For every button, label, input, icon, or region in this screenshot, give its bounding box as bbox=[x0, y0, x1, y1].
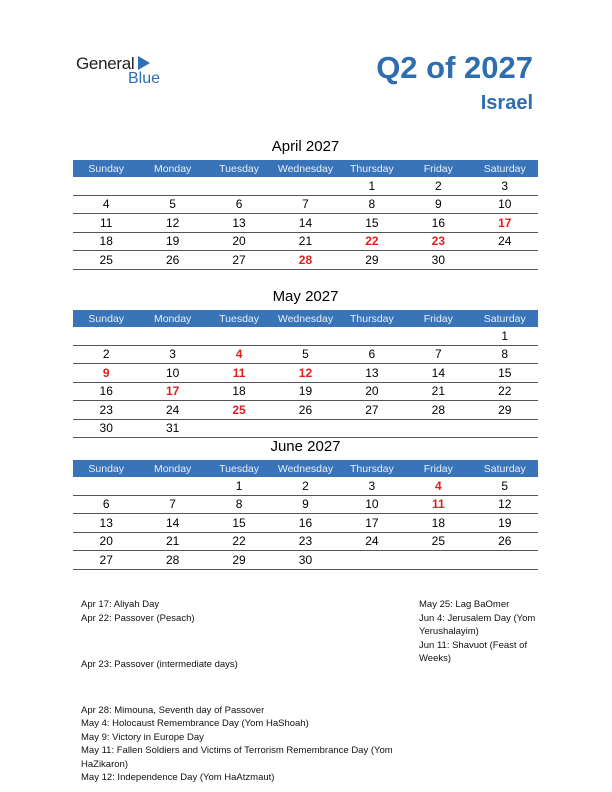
week-row bbox=[73, 495, 538, 514]
day-cell: 5 bbox=[472, 477, 538, 495]
day-cell: 11 bbox=[206, 364, 272, 383]
week-row bbox=[73, 364, 538, 383]
weekday-header: Thursday bbox=[339, 310, 405, 327]
day-cell: 13 bbox=[73, 514, 139, 533]
holiday-note: Jun 4: Jerusalem Day (Yom Yerushalayim) bbox=[419, 612, 536, 637]
day-cell: 3 bbox=[339, 477, 405, 495]
day-cell: 18 bbox=[405, 514, 471, 533]
day-cell bbox=[472, 551, 538, 570]
calendar-grid bbox=[73, 160, 538, 270]
day-cell: 11 bbox=[405, 495, 471, 514]
day-cell bbox=[139, 177, 205, 195]
month-april bbox=[73, 136, 538, 270]
weekday-header: Monday bbox=[139, 460, 205, 477]
day-cell: 26 bbox=[139, 251, 205, 270]
day-cell: 15 bbox=[472, 364, 538, 383]
day-cell: 1 bbox=[339, 177, 405, 195]
day-cell: 24 bbox=[139, 401, 205, 420]
day-cell: 2 bbox=[272, 477, 338, 495]
day-cell: 4 bbox=[206, 345, 272, 364]
day-cell: 13 bbox=[339, 364, 405, 383]
day-cell: 19 bbox=[472, 514, 538, 533]
month-title: June 2027 bbox=[270, 438, 341, 455]
week-row bbox=[73, 477, 538, 495]
week-row bbox=[73, 177, 538, 195]
holiday-note: May 11: Fallen Soldiers and Victims of Terrorism Remembrance Day (Yom HaZikaron) bbox=[81, 745, 393, 770]
day-cell: 1 bbox=[472, 327, 538, 345]
logo-text-general: General bbox=[76, 54, 135, 73]
week-row bbox=[73, 232, 538, 251]
day-cell: 22 bbox=[206, 532, 272, 551]
day-cell: 9 bbox=[405, 195, 471, 214]
day-cell: 25 bbox=[73, 251, 139, 270]
calendar-grid bbox=[73, 310, 538, 438]
day-cell: 6 bbox=[73, 495, 139, 514]
day-cell: 17 bbox=[339, 514, 405, 533]
day-cell: 29 bbox=[339, 251, 405, 270]
week-row bbox=[73, 551, 538, 570]
day-cell: 17 bbox=[139, 382, 205, 401]
day-cell: 27 bbox=[206, 251, 272, 270]
day-cell: 28 bbox=[272, 251, 338, 270]
logo-text-blue: Blue bbox=[128, 70, 161, 87]
week-row bbox=[73, 327, 538, 345]
weekday-header: Monday bbox=[139, 160, 205, 177]
day-cell: 9 bbox=[272, 495, 338, 514]
day-cell bbox=[405, 327, 471, 345]
day-cell bbox=[73, 327, 139, 345]
day-cell: 24 bbox=[472, 232, 538, 251]
day-cell bbox=[272, 327, 338, 345]
day-cell: 7 bbox=[272, 195, 338, 214]
day-cell: 30 bbox=[405, 251, 471, 270]
day-cell: 16 bbox=[272, 514, 338, 533]
day-cell: 14 bbox=[405, 364, 471, 383]
day-cell: 23 bbox=[405, 232, 471, 251]
week-row bbox=[73, 401, 538, 420]
day-cell: 12 bbox=[139, 214, 205, 233]
day-cell bbox=[139, 477, 205, 495]
weekday-header: Saturday bbox=[472, 160, 538, 177]
day-cell: 17 bbox=[472, 214, 538, 233]
logo bbox=[76, 52, 176, 92]
day-cell: 6 bbox=[339, 345, 405, 364]
day-cell bbox=[206, 327, 272, 345]
day-cell: 8 bbox=[206, 495, 272, 514]
holiday-note: Apr 28: Mimouna, Seventh day of Passover bbox=[81, 704, 265, 716]
weekday-header: Saturday bbox=[472, 460, 538, 477]
week-row bbox=[73, 532, 538, 551]
day-cell bbox=[339, 419, 405, 438]
day-cell: 18 bbox=[206, 382, 272, 401]
day-cell: 30 bbox=[73, 419, 139, 438]
day-cell: 8 bbox=[339, 195, 405, 214]
day-cell: 26 bbox=[272, 401, 338, 420]
day-cell: 20 bbox=[73, 532, 139, 551]
day-cell bbox=[472, 251, 538, 270]
day-cell: 27 bbox=[339, 401, 405, 420]
day-cell: 12 bbox=[272, 364, 338, 383]
holiday-note: Apr 22: Passover (Pesach) bbox=[81, 612, 195, 624]
day-cell: 12 bbox=[472, 495, 538, 514]
day-cell: 22 bbox=[472, 382, 538, 401]
day-cell: 14 bbox=[139, 514, 205, 533]
month-june bbox=[73, 436, 538, 570]
holiday-note: Apr 23: Passover (intermediate days) bbox=[81, 658, 238, 670]
day-cell: 15 bbox=[206, 514, 272, 533]
day-cell: 4 bbox=[73, 195, 139, 214]
day-cell: 21 bbox=[139, 532, 205, 551]
day-cell: 21 bbox=[272, 232, 338, 251]
holiday-notes-left bbox=[81, 598, 401, 785]
day-cell: 18 bbox=[73, 232, 139, 251]
day-cell: 7 bbox=[139, 495, 205, 514]
month-may bbox=[73, 286, 538, 438]
day-cell: 13 bbox=[206, 214, 272, 233]
day-cell bbox=[339, 551, 405, 570]
calendar-grid bbox=[73, 460, 538, 570]
logo-flag-icon bbox=[138, 56, 150, 70]
day-cell: 2 bbox=[405, 177, 471, 195]
month-title: May 2027 bbox=[272, 288, 339, 305]
holiday-note: May 9: Victory in Europe Day bbox=[81, 731, 204, 743]
weekday-header: Tuesday bbox=[206, 310, 272, 327]
day-cell bbox=[272, 419, 338, 438]
day-cell bbox=[472, 419, 538, 438]
day-cell: 23 bbox=[272, 532, 338, 551]
week-row bbox=[73, 345, 538, 364]
day-cell: 29 bbox=[472, 401, 538, 420]
weekday-header: Thursday bbox=[339, 160, 405, 177]
day-cell: 6 bbox=[206, 195, 272, 214]
day-cell: 19 bbox=[139, 232, 205, 251]
day-cell: 14 bbox=[272, 214, 338, 233]
week-row bbox=[73, 419, 538, 438]
weekday-header: Sunday bbox=[73, 160, 139, 177]
day-cell: 10 bbox=[472, 195, 538, 214]
holiday-note: Apr 17: Aliyah Day bbox=[81, 599, 160, 610]
weekday-header: Tuesday bbox=[206, 460, 272, 477]
day-cell bbox=[206, 419, 272, 438]
day-cell bbox=[73, 177, 139, 195]
day-cell: 5 bbox=[139, 195, 205, 214]
day-cell: 25 bbox=[206, 401, 272, 420]
country-title: Israel bbox=[480, 92, 533, 114]
day-cell: 9 bbox=[73, 364, 139, 383]
weekday-header: Friday bbox=[405, 310, 471, 327]
day-cell bbox=[405, 551, 471, 570]
week-row bbox=[73, 214, 538, 233]
weekday-header: Wednesday bbox=[272, 310, 338, 327]
weekday-header: Thursday bbox=[339, 460, 405, 477]
day-cell: 16 bbox=[73, 382, 139, 401]
day-cell: 30 bbox=[272, 551, 338, 570]
day-cell: 29 bbox=[206, 551, 272, 570]
day-cell: 7 bbox=[405, 345, 471, 364]
day-cell bbox=[73, 477, 139, 495]
day-cell: 20 bbox=[339, 382, 405, 401]
day-cell: 16 bbox=[405, 214, 471, 233]
holiday-note: May 4: Holocaust Remembrance Day (Yom HaShoah) bbox=[81, 718, 309, 729]
weekday-header: Saturday bbox=[472, 310, 538, 327]
day-cell bbox=[405, 419, 471, 438]
note-spacer bbox=[81, 681, 401, 695]
weekday-header: Tuesday bbox=[206, 160, 272, 177]
day-cell: 11 bbox=[73, 214, 139, 233]
weekday-header: Monday bbox=[139, 310, 205, 327]
day-cell: 5 bbox=[272, 345, 338, 364]
week-row bbox=[73, 251, 538, 270]
holiday-note: May 25: Lag BaOmer bbox=[419, 599, 510, 610]
weekday-header: Friday bbox=[405, 460, 471, 477]
weekday-header: Sunday bbox=[73, 310, 139, 327]
day-cell: 21 bbox=[405, 382, 471, 401]
day-cell: 1 bbox=[206, 477, 272, 495]
day-cell: 27 bbox=[73, 551, 139, 570]
day-cell: 8 bbox=[472, 345, 538, 364]
holiday-note: May 12: Independence Day (Yom HaAtzmaut) bbox=[81, 772, 275, 783]
day-cell: 25 bbox=[405, 532, 471, 551]
day-cell: 31 bbox=[139, 419, 205, 438]
day-cell: 26 bbox=[472, 532, 538, 551]
day-cell: 3 bbox=[472, 177, 538, 195]
day-cell bbox=[339, 327, 405, 345]
day-cell: 10 bbox=[139, 364, 205, 383]
day-cell: 20 bbox=[206, 232, 272, 251]
weekday-header: Friday bbox=[405, 160, 471, 177]
holiday-notes-right bbox=[419, 598, 549, 666]
week-row bbox=[73, 382, 538, 401]
quarter-title: Q2 of 2027 bbox=[376, 50, 533, 85]
note-spacer bbox=[81, 635, 401, 649]
day-cell: 4 bbox=[405, 477, 471, 495]
weekday-header: Wednesday bbox=[272, 460, 338, 477]
day-cell: 23 bbox=[73, 401, 139, 420]
day-cell: 28 bbox=[405, 401, 471, 420]
weekday-header: Wednesday bbox=[272, 160, 338, 177]
day-cell: 28 bbox=[139, 551, 205, 570]
day-cell: 24 bbox=[339, 532, 405, 551]
day-cell: 10 bbox=[339, 495, 405, 514]
month-title: April 2027 bbox=[271, 138, 340, 155]
day-cell: 2 bbox=[73, 345, 139, 364]
day-cell: 3 bbox=[139, 345, 205, 364]
day-cell: 22 bbox=[339, 232, 405, 251]
day-cell bbox=[139, 327, 205, 345]
day-cell: 19 bbox=[272, 382, 338, 401]
week-row bbox=[73, 195, 538, 214]
day-cell: 15 bbox=[339, 214, 405, 233]
day-cell bbox=[272, 177, 338, 195]
weekday-header: Sunday bbox=[73, 460, 139, 477]
day-cell bbox=[206, 177, 272, 195]
holiday-note: Jun 11: Shavuot (Feast of Weeks) bbox=[419, 639, 528, 664]
week-row bbox=[73, 514, 538, 533]
